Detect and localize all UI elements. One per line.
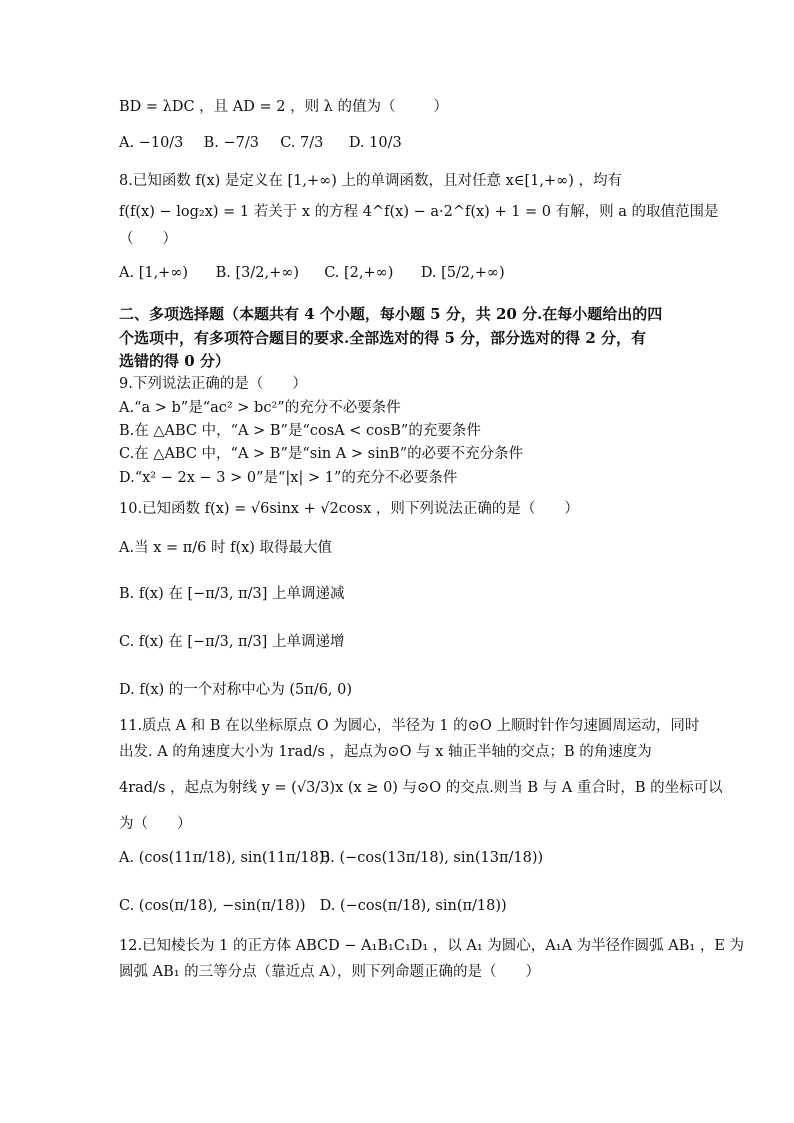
q10-stem: 10.已知函数 f(x) = √6sinx + √2cosx ，则下列说法正确的是（ ） [119,501,579,517]
q7-option-c: C. 7/3 [280,135,324,151]
q9-option-c: C.在 △ABC 中，“A > B”是“sin A > sinB”的必要不充分条件 [119,446,524,462]
section2-heading-line1: 二、多项选择题（本题共有 4 个小题，每小题 5 分，共 20 分.在每小题给出的四 [119,305,663,323]
q9-option-a: A.“a > b”是“ac² > bc²”的充分不必要条件 [119,400,401,416]
q8-line3: （ ） [119,231,177,247]
q7-option-d: D. 10/3 [348,135,402,151]
q11-line3: 4rad/s ，起点为射线 y = (√3/3)x (x ≥ 0) 与⊙O 的交点.则当 B 与 A 重合时，B 的坐标可以 [119,780,723,796]
q8-option-a: A. [1,+∞) [119,265,189,281]
q7-options [119,133,402,153]
q11-option-b: B. (−cos(13π/18), sin(13π/18)) [319,850,544,866]
q8-option-c: C. [2,+∞) [324,265,394,281]
q11-line1: 11.质点 A 和 B 在以坐标原点 O 为圆心，半径为 1 的⊙O 上顺时针作匀速圆周运动，同时 [119,718,700,734]
q11-options-cd [119,896,507,916]
section2-heading-line2: 个选项中，有多项符合题目的要求.全部选对的得 5 分，部分选对的得 2 分，有 [119,329,646,347]
q8-options [119,263,505,283]
q11-option-a: A. (cos(11π/18), sin(11π/18)) [119,850,331,866]
q10-option-b: B. f(x) 在 [−π/3, π/3] 上单调递减 [119,586,345,602]
q12-line2: 圆弧 AB₁ 的三等分点（靠近点 A），则下列命题正确的是（ ） [119,964,540,980]
q7-stem-tail: BD = λDC ，且 AD = 2 ，则 λ 的值为（ ） [119,99,448,115]
q9-stem: 9.下列说法正确的是（ ） [119,376,307,392]
q11-option-d: D. (−cos(π/18), sin(π/18)) [319,898,507,914]
q7-option-b: B. −7/3 [203,135,259,151]
q10-option-c: C. f(x) 在 [−π/3, π/3] 上单调递增 [119,634,345,650]
q10-option-d: D. f(x) 的一个对称中心为 (5π/6, 0) [119,682,353,698]
q8-option-b: B. [3/2,+∞) [215,265,299,281]
q11-options-ab [119,848,543,868]
q9-option-b: B.在 △ABC 中，“A > B”是“cosA < cosB”的充要条件 [119,423,481,439]
q11-option-c: C. (cos(π/18), −sin(π/18)) [119,898,306,914]
section2-heading-line3: 选错的得 0 分） [119,352,230,370]
q12-line1: 12.已知棱长为 1 的正方体 ABCD − A₁B₁C₁D₁ ，以 A₁ 为圆心，A₁A 为半径作圆弧 AB₁ ，E 为 [119,938,745,954]
q11-line2: 出发. A 的角速度大小为 1rad/s ，起点为⊙O 与 x 轴正半轴的交点；B 的角速度为 [119,744,652,760]
q10-option-a: A.当 x = π/6 时 f(x) 取得最大值 [119,540,333,556]
q8-option-d: D. [5/2,+∞) [420,265,505,281]
q9-option-d: D.“x² − 2x − 3 > 0”是“|x| > 1”的充分不必要条件 [119,470,458,486]
q7-option-a: A. −10/3 [119,135,184,151]
q8-line1: 8.已知函数 f(x) 是定义在 [1,+∞) 上的单调函数，且对任意 x∈[1,+∞) ，均有 [119,173,623,189]
q11-line4: 为（ ） [119,816,192,832]
q8-line2: f(f(x) − log₂x) = 1 若关于 x 的方程 4^f(x) − a·2^f(x) + 1 = 0 有解，则 a 的取值范围是 [119,204,719,220]
